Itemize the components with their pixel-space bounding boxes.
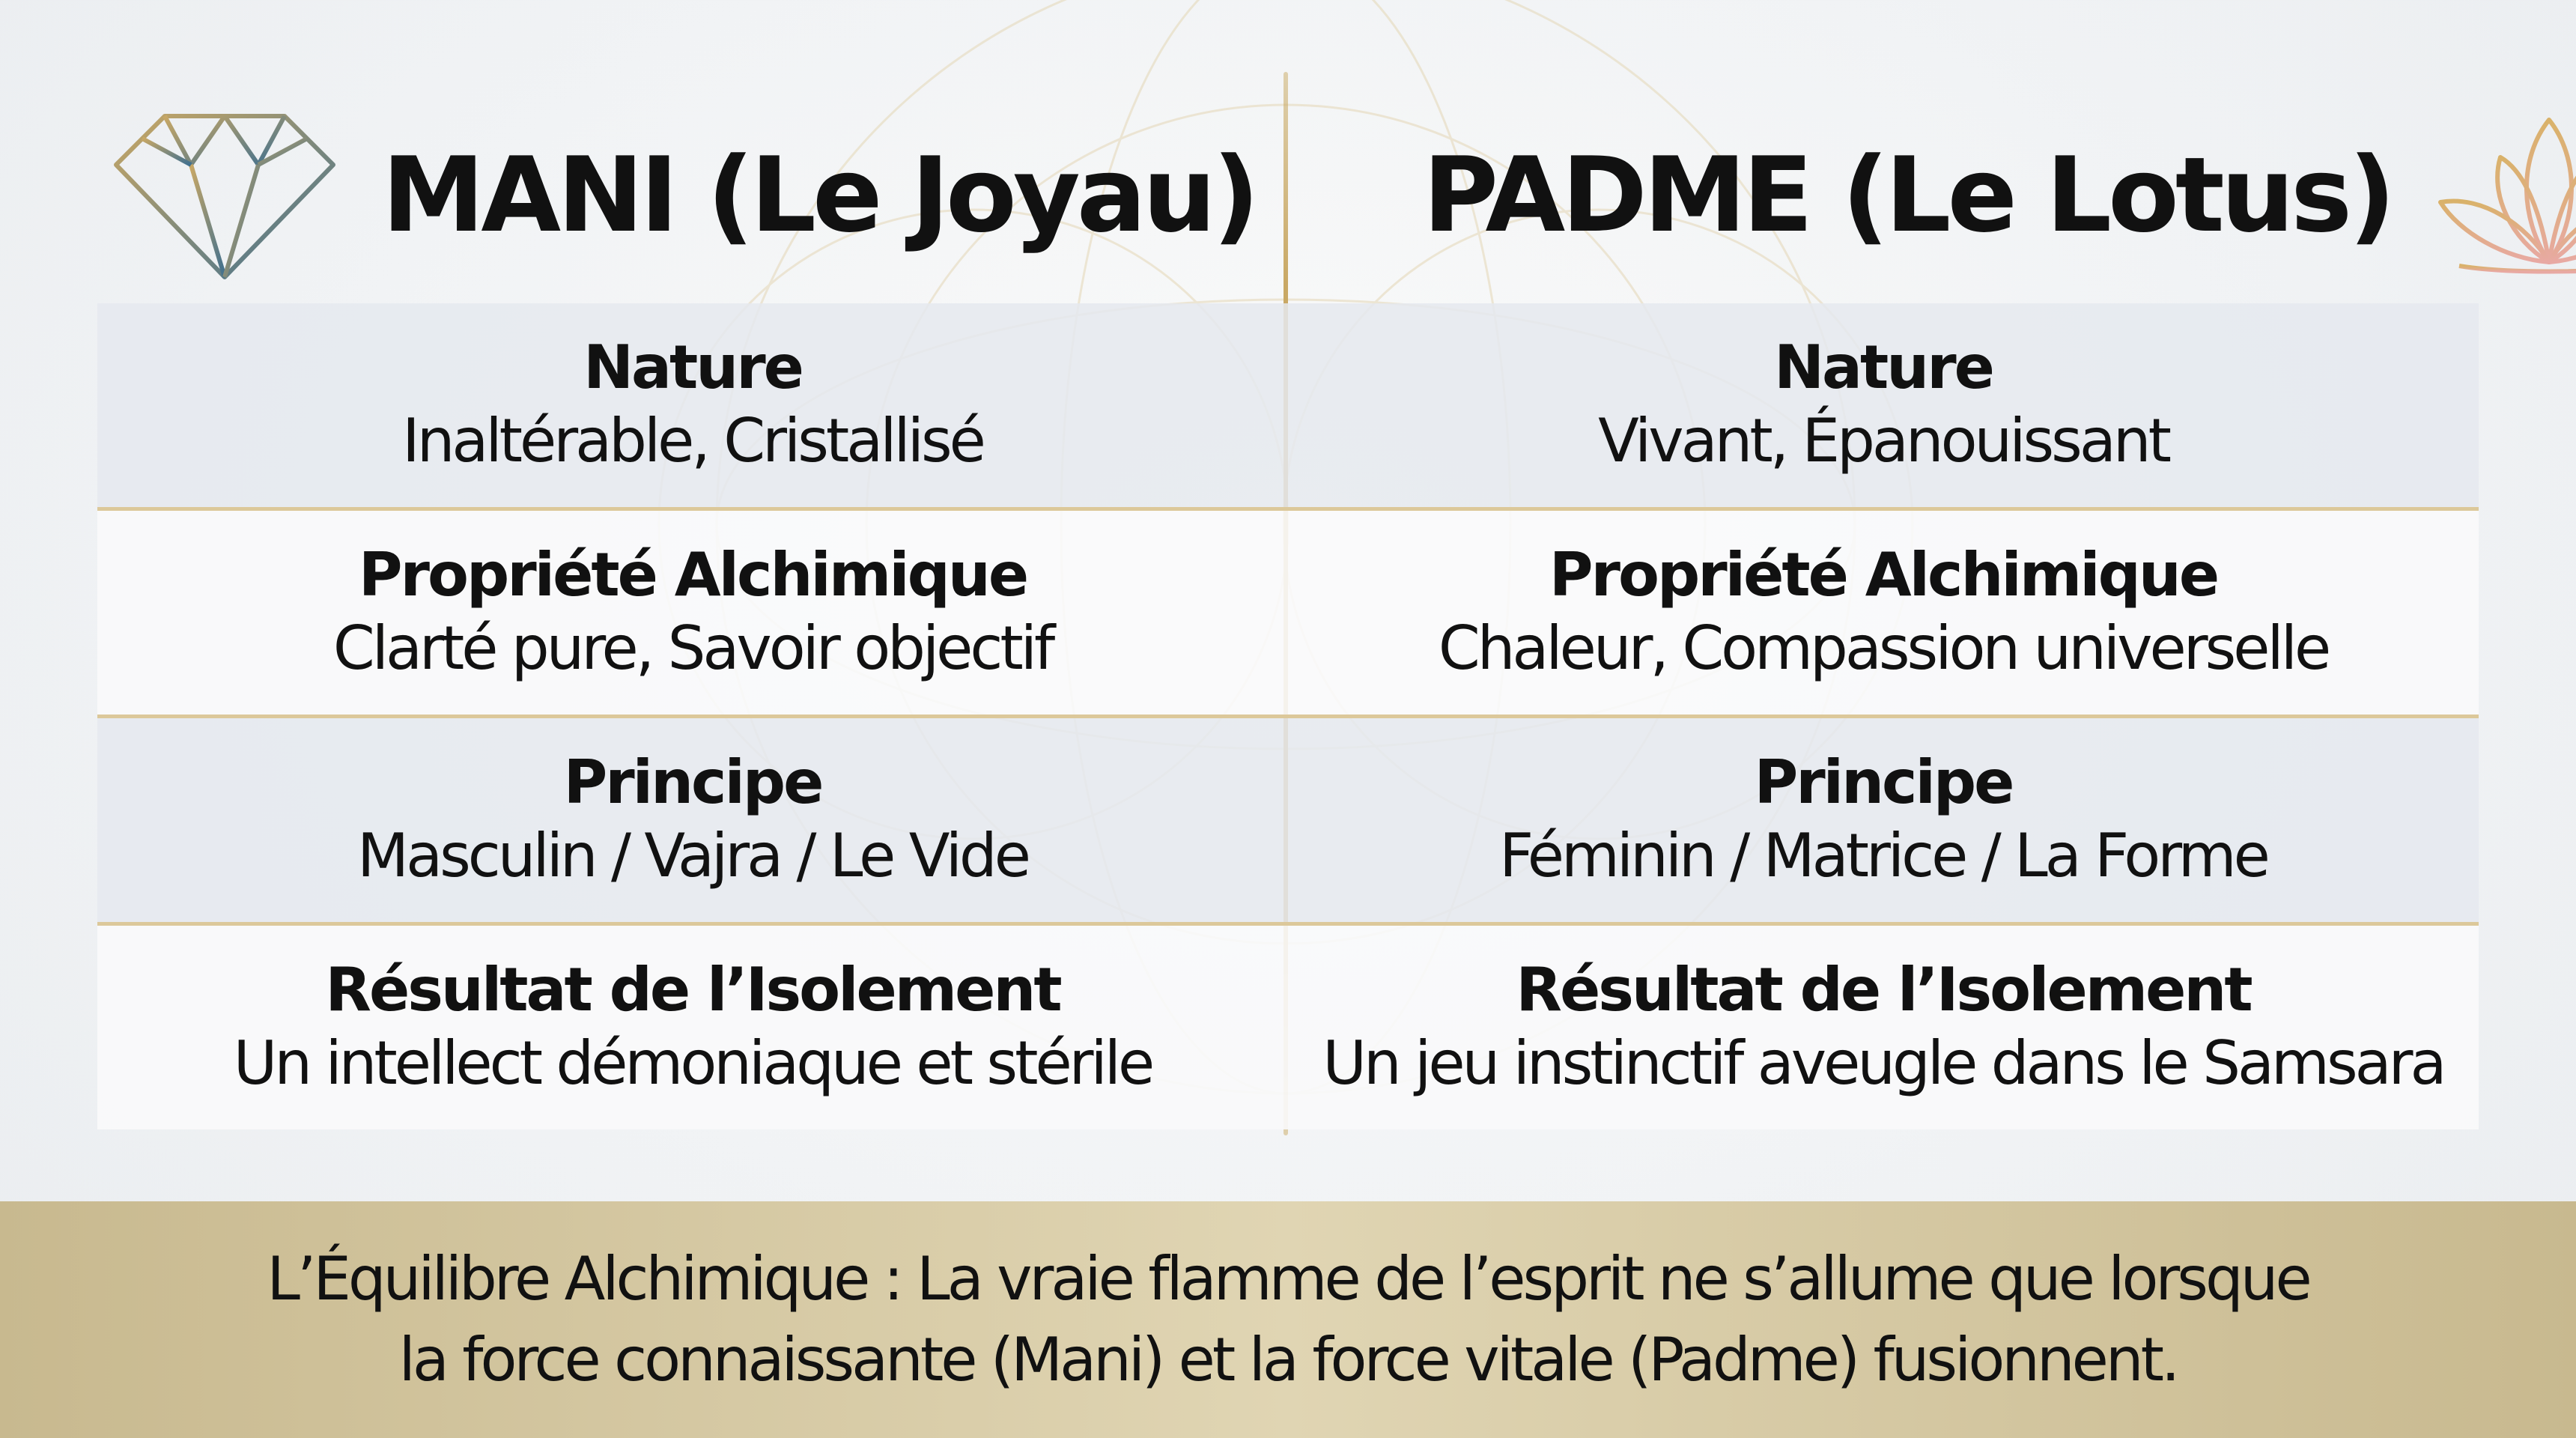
footer-line-2: la force connaissante (Mani) et la force vitale (Padme) fusionnent. <box>398 1325 2178 1395</box>
cell-label: Nature <box>583 333 802 402</box>
mani-cell <box>97 718 1288 922</box>
padme-title: PADME (Le Lotus) <box>1423 134 2393 255</box>
cell-value: Vivant, Épanouissant <box>1598 406 2169 476</box>
cell-value: Un jeu instinctif aveugle dans le Samsara <box>1322 1028 2444 1098</box>
mani-cell <box>97 926 1288 1129</box>
cell-label: Propriété Alchimique <box>1549 540 2218 610</box>
cell-label: Résultat de l’Isolement <box>325 955 1060 1025</box>
table-row <box>97 922 2479 1129</box>
padme-header <box>1423 90 2471 300</box>
diamond-icon <box>112 109 337 281</box>
comparison-table <box>97 303 2479 1129</box>
cell-value: Chaleur, Compassion universelle <box>1438 613 2329 683</box>
table-row <box>97 303 2479 507</box>
mani-cell <box>97 511 1288 715</box>
padme-cell <box>1288 926 2479 1129</box>
cell-value: Inaltérable, Cristallisé <box>402 406 983 476</box>
table-row <box>97 715 2479 922</box>
cell-label: Principe <box>563 747 822 817</box>
cell-value: Un intellect démoniaque et stérile <box>233 1028 1152 1098</box>
cell-label: Principe <box>1754 747 2013 817</box>
lotus-icon <box>2429 112 2576 277</box>
cell-label: Résultat de l’Isolement <box>1516 955 2251 1025</box>
table-row <box>97 507 2479 715</box>
mani-cell <box>97 303 1288 507</box>
cell-value: Clarté pure, Savoir objectif <box>332 613 1053 683</box>
footer-line-1: L’Équilibre Alchimique : La vraie flamme de l’esprit ne s’allume que lorsque <box>267 1244 2309 1314</box>
cell-value: Masculin / Vajra / Le Vide <box>357 821 1028 891</box>
cell-value: Féminin / Matrice / La Forme <box>1499 821 2267 891</box>
padme-cell <box>1288 511 2479 715</box>
padme-cell <box>1288 718 2479 922</box>
cell-label: Propriété Alchimique <box>358 540 1027 610</box>
cell-label: Nature <box>1774 333 1993 402</box>
padme-cell <box>1288 303 2479 507</box>
footer-banner <box>0 1201 2576 1438</box>
mani-title: MANI (Le Joyau) <box>382 134 1257 255</box>
mani-header <box>112 90 1257 300</box>
